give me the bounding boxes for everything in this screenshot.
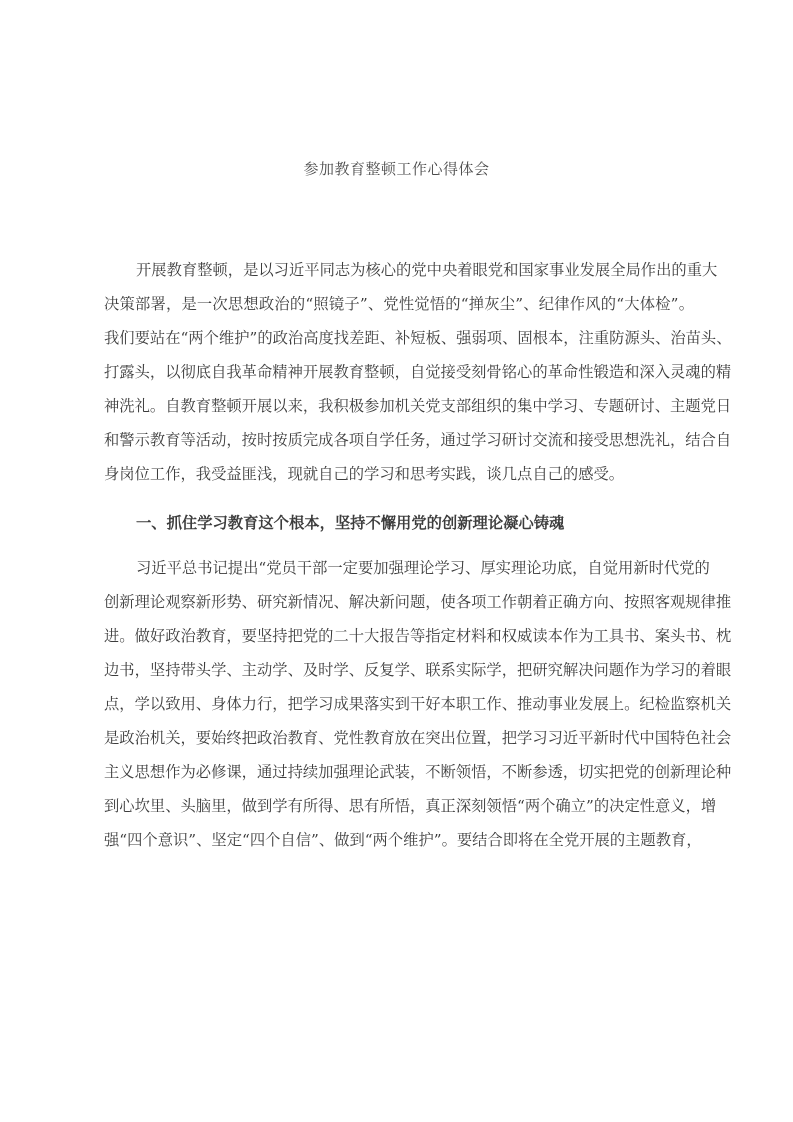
text-line: 决策部署，是一次思想政治的“照镜子”、党性觉悟的“掸灰尘”、纪律作风的“大体检”。 — [104, 295, 694, 313]
text-line: 我们要站在“两个维护”的政治高度找差距、补短板、强弱项、固根本，注重防源头、治苗头、 — [104, 329, 732, 347]
text-line: 习近平总书记提出“党员干部一定要加强理论学习、厚实理论功底，自觉用新时代党的 — [136, 559, 710, 577]
section-heading: 一、抓住学习教育这个根本，坚持不懈用党的创新理论凝心铸魂 — [136, 514, 565, 532]
text-line: 开展教育整顿，是以习近平同志为核心的党中央着眼党和国家事业发展全局作出的重大 — [136, 261, 718, 279]
text-line: 进。做好政治教育，要坚持把党的二十大报告等指定材料和权威读本作为工具书、案头书、枕 — [104, 627, 732, 645]
text-line: 强“四个意识”、坚定“四个自信”、做到“两个维护”。要结合即将在全党开展的主题教育， — [104, 831, 702, 849]
document-title: 参加教育整顿工作心得体会 — [303, 160, 490, 178]
text-line: 神洗礼。自教育整顿开展以来，我积极参加机关党支部组织的集中学习、专题研讨、主题党日 — [104, 397, 732, 415]
text-line: 身岗位工作，我受益匪浅，现就自己的学习和思考实践，谈几点自己的感受。 — [104, 465, 625, 483]
text-line: 是政治机关，要始终把政治教育、党性教育放在突出位置，把学习习近平新时代中国特色社会 — [104, 729, 732, 747]
text-line: 打露头，以彻底自我革命精神开展教育整顿，自觉接受刻骨铭心的革命性锻造和深入灵魂的精 — [104, 363, 732, 381]
text-line: 创新理论观察新形势、研究新情况、解决新问题，使各项工作朝着正确方向、按照客观规律推 — [104, 593, 732, 611]
text-line: 到心坎里、头脑里，做到学有所得、思有所悟，真正深刻领悟“两个确立”的决定性意义，增 — [104, 797, 717, 815]
text-line: 主义思想作为必修课，通过持续加强理论武装，不断领悟，不断参透，切实把党的创新理论种 — [104, 763, 732, 781]
text-line: 点，学以致用、身体力行，把学习成果落实到干好本职工作、推动事业发展上。纪检监察机关 — [104, 695, 732, 713]
text-line: 边书，坚持带头学、主动学、及时学、反复学、联系实际学，把研究解决问题作为学习的着眼 — [104, 661, 732, 679]
text-line: 和警示教育等活动，按时按质完成各项自学任务，通过学习研讨交流和接受思想洗礼，结合自 — [104, 431, 732, 449]
